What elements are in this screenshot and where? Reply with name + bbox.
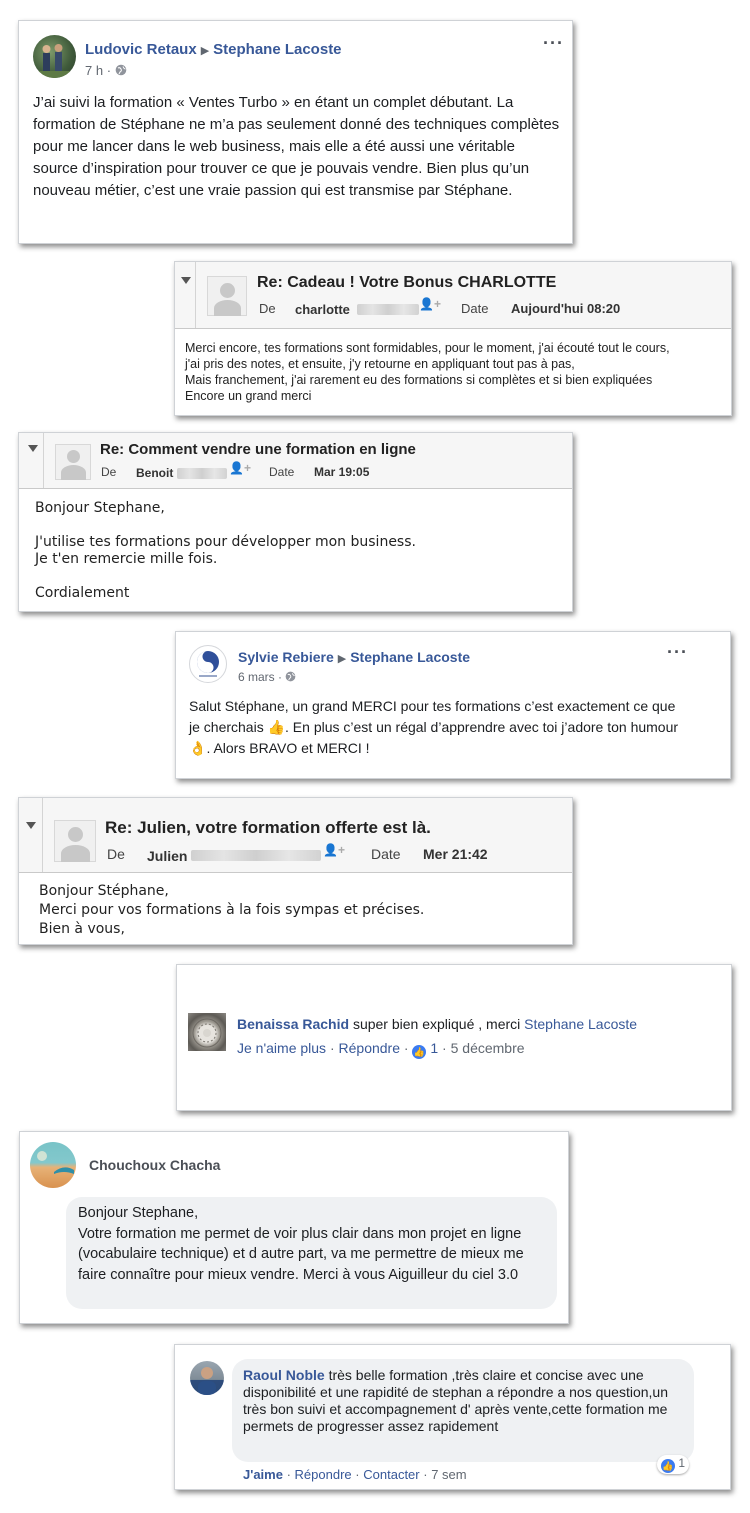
from-value[interactable]: Benoit: [136, 466, 174, 480]
comment-text: [243, 1367, 688, 1435]
comment-bubble: [66, 1197, 557, 1309]
collapse-triangle-icon[interactable]: [28, 445, 38, 452]
email-line: Merci pour vos formations à la fois sympas et précises.: [39, 902, 425, 918]
author-link[interactable]: Benaissa Rachid: [237, 1016, 350, 1032]
post-text: J’ai suivi la formation « Ventes Turbo » en étant un complet débutant. La formation de Stéphane ne m’a pas seulement donné des techniques complètes pour me lancer dans le web business, mais elle a été aussi une véritable source d’inspiration pour trouver ce que je pouvais vendre. Bien plus qu’un nouveau métier, c’est une vraie passion qui est transmise par Stéphane.: [33, 94, 560, 199]
post-text-part: . Alors BRAVO et MERCI !: [206, 740, 370, 756]
yin-yang-logo-icon: [190, 646, 226, 682]
email-line: Merci encore, tes formations sont formidables, pour le moment, j'ai écouté tout le cours,: [185, 341, 670, 355]
avatar[interactable]: [188, 1013, 226, 1051]
collapse-triangle-icon[interactable]: [26, 822, 36, 829]
avatar[interactable]: [189, 645, 227, 683]
separator-dot: ·: [286, 1467, 291, 1482]
from-value[interactable]: charlotte: [295, 302, 350, 317]
post-text: [189, 696, 689, 759]
sender-avatar-placeholder: [55, 444, 91, 480]
email-charlotte: [174, 261, 732, 416]
email-benoit: [18, 432, 573, 612]
separator-dot: ·: [423, 1467, 428, 1482]
from-label: De: [101, 465, 117, 479]
comment-actions: [243, 1467, 467, 1482]
avatar-head-icon: [220, 283, 235, 298]
email-line: Bonjour Stephane,: [35, 500, 165, 516]
avatar-body-icon: [61, 845, 90, 862]
post-timestamp[interactable]: 7 h: [85, 63, 104, 78]
email-line: Bien à vous,: [39, 921, 125, 937]
target-link[interactable]: Stephane Lacoste: [350, 649, 471, 665]
email-body: [39, 882, 424, 939]
email-line: [35, 517, 416, 534]
from-label: De: [107, 846, 125, 862]
email-body: [35, 500, 416, 602]
comment-body: Bonjour Stephane, Votre formation me permet de voir plus clair dans mon projet en ligne (vocabulaire technique) et d autre part, va me permettre de mieux me faire connaître pour mieux vendre. Merci à vous Aiguilleur du ciel 3.0: [78, 1205, 524, 1283]
separator-dot: ·: [329, 1040, 335, 1056]
reaction-count-badge[interactable]: [657, 1455, 689, 1474]
separator: [43, 433, 44, 488]
post-header: [85, 41, 342, 58]
email-line: Cordialement: [35, 585, 130, 601]
separator: [195, 262, 196, 328]
post-meta: 6 mars ·: [238, 670, 296, 684]
avatar-head-icon: [68, 827, 83, 842]
post-text-part: . En plus c’est un régal d’apprendre avec toi j’adore ton humour: [285, 719, 679, 735]
avatar-body-icon: [61, 465, 86, 480]
collapse-triangle-icon[interactable]: [181, 277, 191, 284]
email-line: Mais franchement, j'ai rarement eu des formations si complètes et si bien expliquées: [185, 373, 653, 387]
like-count: 1: [678, 1456, 686, 1470]
comment-text: [237, 1016, 637, 1032]
add-contact-icon[interactable]: 👤+: [323, 843, 345, 857]
facebook-post-sylvie: [175, 631, 731, 779]
reply-link[interactable]: Répondre: [338, 1040, 401, 1056]
email-subject: Re: Cadeau ! Votre Bonus CHARLOTTE: [257, 274, 557, 291]
more-options-button[interactable]: ···: [543, 33, 564, 53]
email-line: Encore un grand merci: [185, 389, 312, 403]
date-value: Mer 21:42: [423, 846, 488, 862]
unlike-link[interactable]: Je n'aime plus: [237, 1040, 327, 1056]
avatar[interactable]: [190, 1361, 224, 1395]
separator: [42, 798, 43, 872]
email-line: Je t'en remercie mille fois.: [35, 551, 218, 567]
date-label: Date: [371, 846, 401, 862]
avatar-head-icon: [67, 450, 80, 463]
globe-icon: [115, 64, 127, 76]
arrow-right-icon: ▶: [200, 45, 210, 57]
more-options-button[interactable]: ···: [667, 642, 688, 662]
date-label: Date: [269, 465, 295, 479]
email-line: J'utilise tes formations pour développer mon business.: [35, 534, 416, 550]
author-link[interactable]: Raoul Noble: [243, 1367, 325, 1383]
arrow-right-icon: ▶: [337, 653, 347, 665]
add-contact-icon[interactable]: 👤+: [419, 297, 441, 311]
post-text-part: Salut Stéphane, un grand MERCI pour tes formations c’est exactement ce que je cherchais: [189, 698, 676, 735]
globe-icon: [285, 671, 296, 682]
comment-time[interactable]: 7 sem: [431, 1467, 467, 1482]
like-link[interactable]: J'aime: [243, 1467, 283, 1482]
reply-link[interactable]: Répondre: [294, 1467, 352, 1482]
separator-dot: ·: [403, 1040, 409, 1056]
author-link[interactable]: Ludovic Retaux: [85, 41, 197, 58]
facebook-comment-chouchoux: [19, 1131, 569, 1324]
author-link[interactable]: Sylvie Rebiere: [238, 649, 334, 665]
contact-link[interactable]: Contacter: [363, 1467, 420, 1482]
redacted-email: [357, 304, 419, 315]
email-header: [19, 433, 572, 489]
email-header: [175, 262, 731, 329]
mention-link[interactable]: Stephane Lacoste: [524, 1016, 638, 1032]
comment-body: très belle formation ,très claire et concise avec une disponibilité et une rapidité de stephan a répondre a nos question,un très bon suivi et accompagnement d' après vente,cette formation me permets de progresser assez rapidement: [243, 1367, 668, 1434]
separator-dot: ·: [442, 1040, 447, 1056]
beach-photo-icon: [30, 1142, 76, 1188]
sender-avatar-placeholder: [207, 276, 247, 316]
post-timestamp[interactable]: 6 mars: [238, 670, 275, 684]
email-subject: Re: Comment vendre une formation en ligne: [100, 441, 416, 458]
post-header: [238, 649, 470, 665]
from-value[interactable]: Julien: [147, 848, 188, 864]
ok-hand-emoji-icon: 👌: [189, 740, 207, 756]
from-label: De: [259, 301, 276, 316]
like-reaction-icon: 👍: [662, 1461, 674, 1471]
date-value: Mar 19:05: [314, 465, 370, 479]
comment-bubble: [232, 1359, 694, 1462]
email-body: [185, 340, 670, 404]
redacted-email: [177, 468, 227, 479]
dome-photo-icon: [188, 1013, 226, 1051]
email-line: j'ai pris des notes, et ensuite, j'y retourne en appliquant tout pas à pas,: [185, 357, 575, 371]
avatar-photo-icon: [33, 35, 76, 78]
comment-actions: [237, 1040, 525, 1059]
thumbs-up-emoji-icon: 👍: [267, 719, 286, 735]
comment-date[interactable]: 5 décembre: [450, 1040, 525, 1056]
person-photo-icon: [190, 1361, 224, 1395]
email-julien: [18, 797, 573, 945]
date-label: Date: [461, 301, 489, 316]
facebook-comment-benaissa: [176, 964, 732, 1111]
avatar[interactable]: [33, 35, 76, 78]
facebook-comment-raoul: [174, 1344, 731, 1490]
author-name[interactable]: Chouchoux Chacha: [89, 1157, 221, 1173]
facebook-post-ludovic: [18, 20, 573, 244]
comment-body: super bien expliqué , merci: [352, 1016, 521, 1032]
like-reaction-icon[interactable]: 👍: [413, 1047, 426, 1057]
date-value: Aujourd'hui 08:20: [511, 301, 621, 316]
sender-avatar-placeholder: [54, 820, 96, 862]
avatar-body-icon: [214, 300, 241, 316]
post-meta: 7 h ·: [85, 63, 127, 78]
add-contact-icon[interactable]: 👤+: [229, 461, 251, 475]
avatar[interactable]: [30, 1142, 76, 1188]
email-subject: Re: Julien, votre formation offerte est là.: [105, 818, 431, 837]
email-line: Bonjour Stéphane,: [39, 883, 169, 899]
redacted-email: [191, 850, 321, 861]
email-line: [35, 568, 416, 585]
target-link[interactable]: Stephane Lacoste: [213, 41, 342, 58]
like-count[interactable]: 1: [430, 1040, 439, 1056]
separator-dot: ·: [355, 1467, 360, 1482]
email-header: [19, 798, 572, 873]
